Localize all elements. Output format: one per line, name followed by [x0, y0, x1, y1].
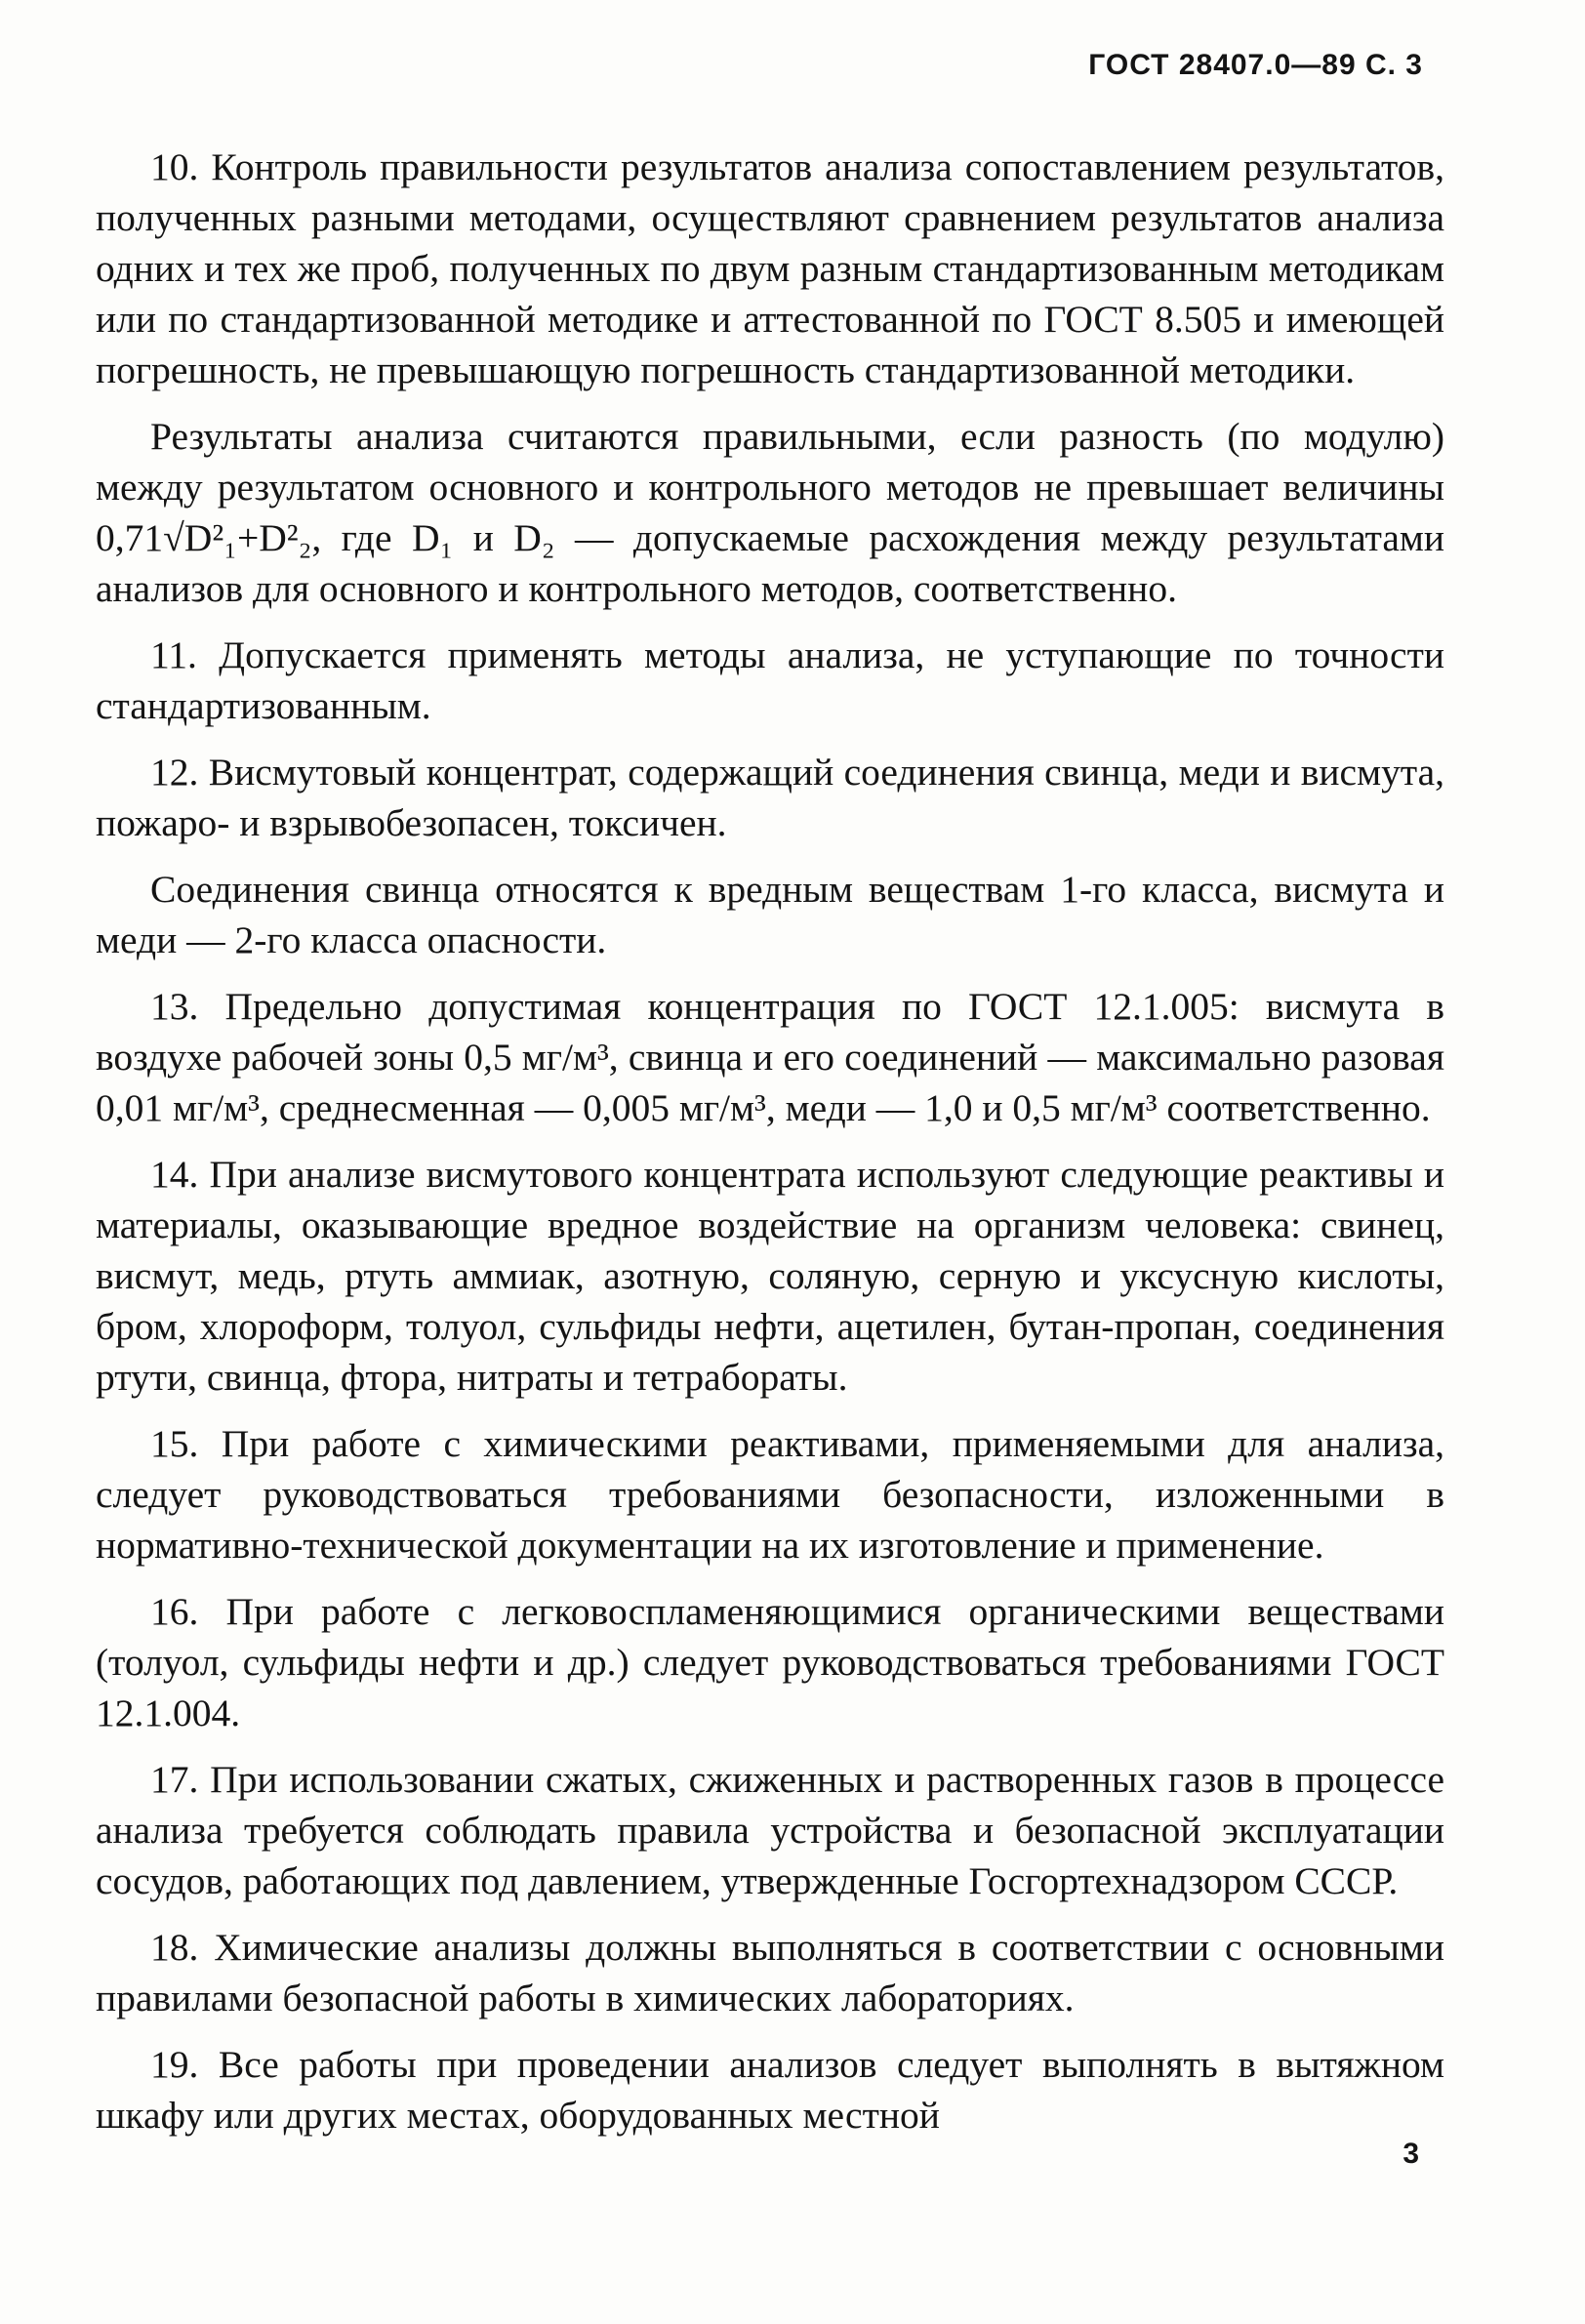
paragraph-11: 11. Допускается применять методы анализа, не уступающие по точности стандартизованным. [96, 633, 1444, 727]
paragraph-17: 17. При использовании сжатых, сжиженных и растворенных газов в процессе анализа требуется соблюдать правила устройства и безопасной эксплуатации сосудов, работающих под давлением, утвержденные Госгортехнадзором СССР. [96, 1758, 1444, 1902]
paragraph-19: 19. Все работы при проведении анализов следует выполнять в вытяжном шкафу или других местах, оборудованных местной [96, 2043, 1444, 2137]
paragraph-13: 13. Предельно допустимая концентрация по ГОСТ 12.1.005: висмута в воздухе рабочей зоны 0,5 мг/м³, свинца и его соединений — максимально разовая 0,01 мг/м³, среднесменная — 0,005 мг/м³, меди — 1,0 и 0,5 мг/м³ соответственно. [96, 985, 1444, 1129]
page-header: ГОСТ 28407.0—89 С. 3 [1088, 49, 1423, 81]
paragraph-10: 10. Контроль правильности результатов анализа сопоставлением результатов, полученных разными методами, осуществляют сравнением результатов анализа одних и тех же проб, полученных по двум разным стандартизованным методикам или по стандартизованной методике и аттестованной по ГОСТ 8.505 и имеющей погрешность, не превышающую погрешность стандартизованной методики. [96, 145, 1444, 391]
paragraph-15: 15. При работе с химическими реактивами, применяемыми для анализа, следует руководствоваться требованиями безопасности, изложенными в нормативно-технической документации на их изготовление и применение. [96, 1422, 1444, 1567]
paragraph-16: 16. При работе с легковоспламеняющимися органическими веществами (толуол, сульфиды нефти и др.) следует руководствоваться требованиями ГОСТ 12.1.004. [96, 1590, 1444, 1734]
paragraph-18: 18. Химические анализы должны выполняться в соответствии с основными правилами безопасной работы в химических лабораториях. [96, 1926, 1444, 2019]
page-number: 3 [1402, 2138, 1419, 2170]
paragraph-12-hazard-class: Соединения свинца относятся к вредным веществам 1-го класса, висмута и меди — 2-го класса опасности. [96, 868, 1444, 961]
paragraph-14: 14. При анализе висмутового концентрата используют следующие реактивы и материалы, оказывающие вредное воздействие на организм человека: свинец, висмут, медь, ртуть аммиак, азотную, соляную, серную и уксусную кислоты, бром, хлороформ, толуол, сульфиды нефти, ацетилен, бутан-пропан, соединения ртути, свинца, фтора, нитраты и тетрабораты. [96, 1153, 1444, 1399]
document-body [96, 142, 1444, 2156]
paragraph-12: 12. Висмутовый концентрат, содержащий соединения свинца, меди и висмута, пожаро- и взрывобезопасен, токсичен. [96, 751, 1444, 844]
paragraph-10-results: Результаты анализа считаются правильными, если разность (по модулю) между результатом основного и контрольного методов не превышает величины 0,71√D²₁+D²₂, где D₁ и D₂ — допускаемые расхождения между результатами анализов для основного и контрольного методов, соответственно. [96, 415, 1444, 610]
